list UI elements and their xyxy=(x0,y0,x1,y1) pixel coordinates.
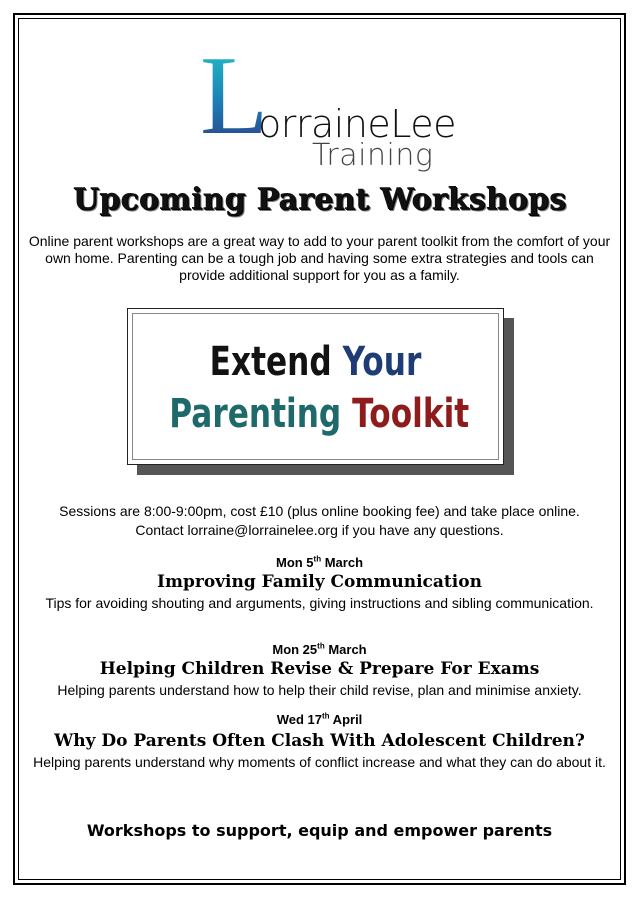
toolkit-banner xyxy=(127,308,504,465)
event-date-suffix: th xyxy=(317,641,325,651)
event-date-suffix: th xyxy=(313,554,322,564)
logo-training-text: Training xyxy=(312,138,434,173)
event-date-day: Wed 17 xyxy=(276,712,322,727)
footer-tagline: Workshops to support, equip and empower parents xyxy=(86,821,553,840)
intro-paragraph: Online parent workshops are a great way to add to your parent toolkit from the comfort of your own home. Parenting can be a tough job and having some extra strategies and tools can provide additional support for you as a family. xyxy=(28,233,611,283)
event-date-month: March xyxy=(324,642,367,657)
event-date-month: April xyxy=(329,712,363,727)
event-date-day: Mon 5 xyxy=(275,555,314,570)
sessions-details: Sessions are 8:00-9:00pm, cost £10 (plus online booking fee) and take place online. xyxy=(59,503,580,519)
banner-word-your: Your xyxy=(342,339,422,385)
banner-word-toolkit: Toolkit xyxy=(352,391,470,437)
sessions-info xyxy=(28,502,611,540)
event-title: Why Do Parents Often Clash With Adolescent Children? xyxy=(54,731,585,751)
event-title: Improving Family Communication xyxy=(157,572,482,592)
page-title: Upcoming Parent Workshops xyxy=(72,182,567,217)
lorrainelee-training-logo xyxy=(200,34,457,173)
event-description: Helping parents understand why moments of conflict increase and what they can do about it. xyxy=(33,754,606,770)
banner-line-2 xyxy=(169,389,470,439)
banner-word-extend: Extend xyxy=(209,339,332,385)
contact-details: Contact lorraine@lorrainelee.org if you have any questions. xyxy=(135,522,504,538)
event-date xyxy=(0,642,639,658)
logo-name-text: orraineLee xyxy=(258,102,457,146)
event-date-month: March xyxy=(321,555,364,570)
event-date xyxy=(0,555,639,571)
event-description: Helping parents understand how to help their child revise, plan and minimise anxiety. xyxy=(57,682,582,698)
event-date xyxy=(0,712,639,728)
logo-initial: L xyxy=(200,34,269,158)
event-title: Helping Children Revise & Prepare For Exams xyxy=(99,659,540,679)
event-description: Tips for avoiding shouting and arguments, giving instructions and sibling communication. xyxy=(45,595,594,611)
banner-word-parenting: Parenting xyxy=(169,391,342,437)
banner-line-1 xyxy=(169,337,462,387)
event-date-day: Mon 25 xyxy=(272,642,318,657)
event-date-suffix: th xyxy=(321,711,330,721)
